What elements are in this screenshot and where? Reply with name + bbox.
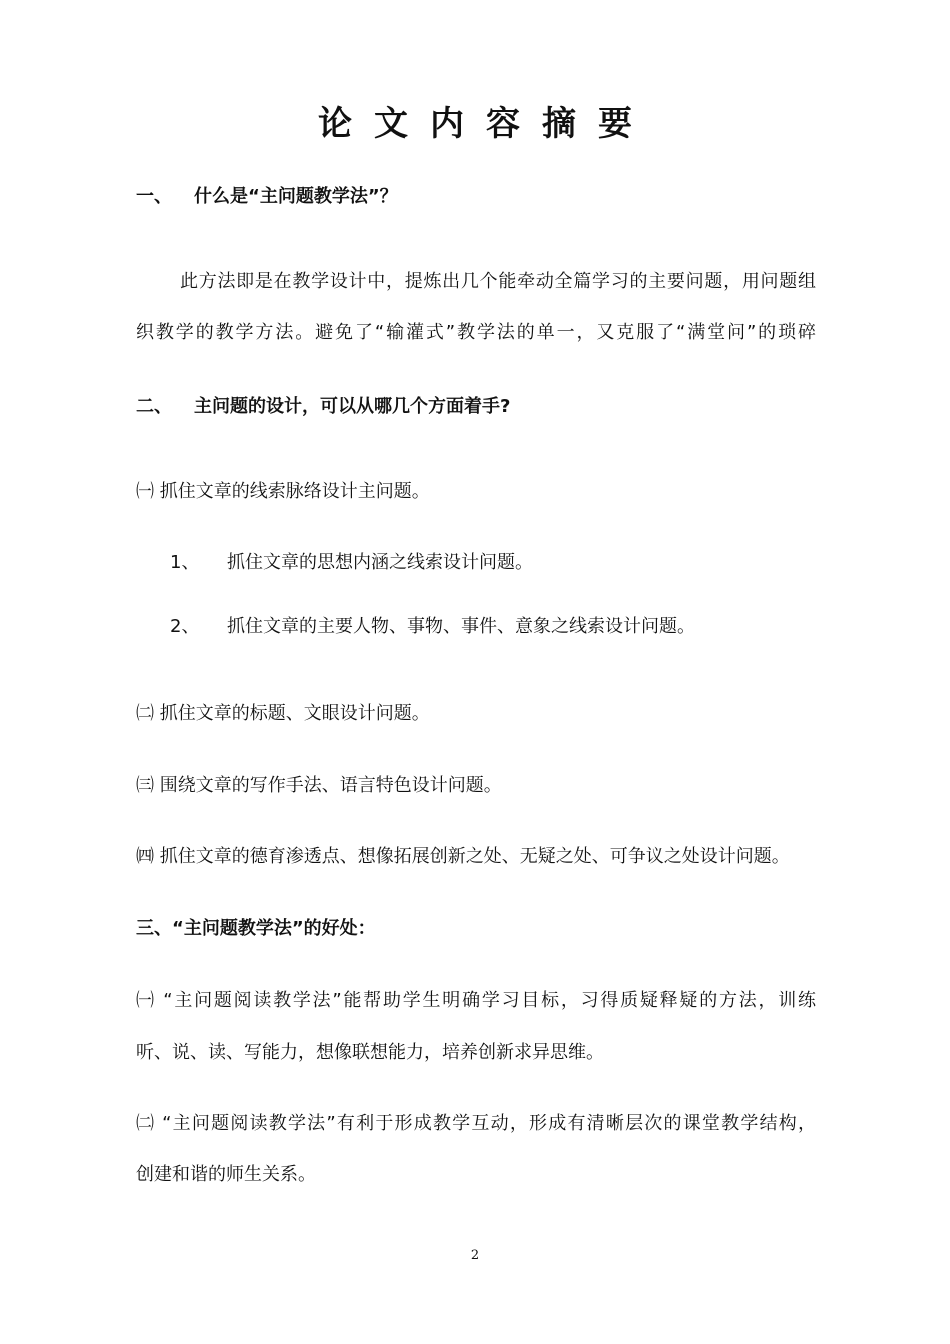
section-1-paragraph-line-1: 此方法即是在教学设计中，提炼出几个能牵动全篇学习的主要问题，用问题组 xyxy=(180,271,816,292)
section-2-item-1: ㈠ 抓住文章的线索脉络设计主问题。 xyxy=(136,481,430,502)
section-2-subitem-2 xyxy=(170,614,695,640)
section-2-item-3: ㈢ 围绕文章的写作手法、语言特色设计问题。 xyxy=(136,775,502,796)
section-1-paragraph-line-2: 织教学的教学方法。避免了“输灌式”教学法的单一，又克服了“满堂问”的琐碎 xyxy=(136,322,816,343)
section-1-title: 什么是“主问题教学法”？ xyxy=(194,186,398,207)
section-2-number: 二、 xyxy=(136,396,172,417)
section-3-benefit-1-line-2: 听、说、读、写能力，想像联想能力，培养创新求异思维。 xyxy=(136,1042,604,1063)
section-2-heading xyxy=(136,394,510,420)
section-1-heading xyxy=(136,184,398,210)
page-title: 论文内容摘要 xyxy=(318,104,654,144)
section-3-benefit-1-line-1: ㈠ “主问题阅读教学法”能帮助学生明确学习目标，习得质疑释疑的方法，训练 xyxy=(136,990,816,1011)
section-3-heading: 三、“主问题教学法”的好处： xyxy=(136,918,376,939)
subitem-1-text: 抓住文章的思想内涵之线索设计问题。 xyxy=(227,552,533,573)
section-1-number: 一、 xyxy=(136,186,172,207)
section-2-subitem-1 xyxy=(170,550,533,576)
subitem-2-number: 2、 xyxy=(170,616,200,637)
subitem-1-number: 1、 xyxy=(170,552,200,573)
section-3-benefit-2-line-2: 创建和谐的师生关系。 xyxy=(136,1164,316,1185)
section-2-title: 主问题的设计，可以从哪几个方面着手? xyxy=(194,396,511,417)
section-2-item-4: ㈣ 抓住文章的德育渗透点、想像拓展创新之处、无疑之处、可争议之处设计问题。 xyxy=(136,846,790,867)
section-2-item-2: ㈡ 抓住文章的标题、文眼设计问题。 xyxy=(136,703,430,724)
section-3-benefit-2-line-1: ㈡ “主问题阅读教学法”有利于形成教学互动，形成有清晰层次的课堂教学结构， xyxy=(136,1113,816,1134)
page-number: 2 xyxy=(470,1248,480,1263)
subitem-2-text: 抓住文章的主要人物、事物、事件、意象之线索设计问题。 xyxy=(227,616,695,637)
